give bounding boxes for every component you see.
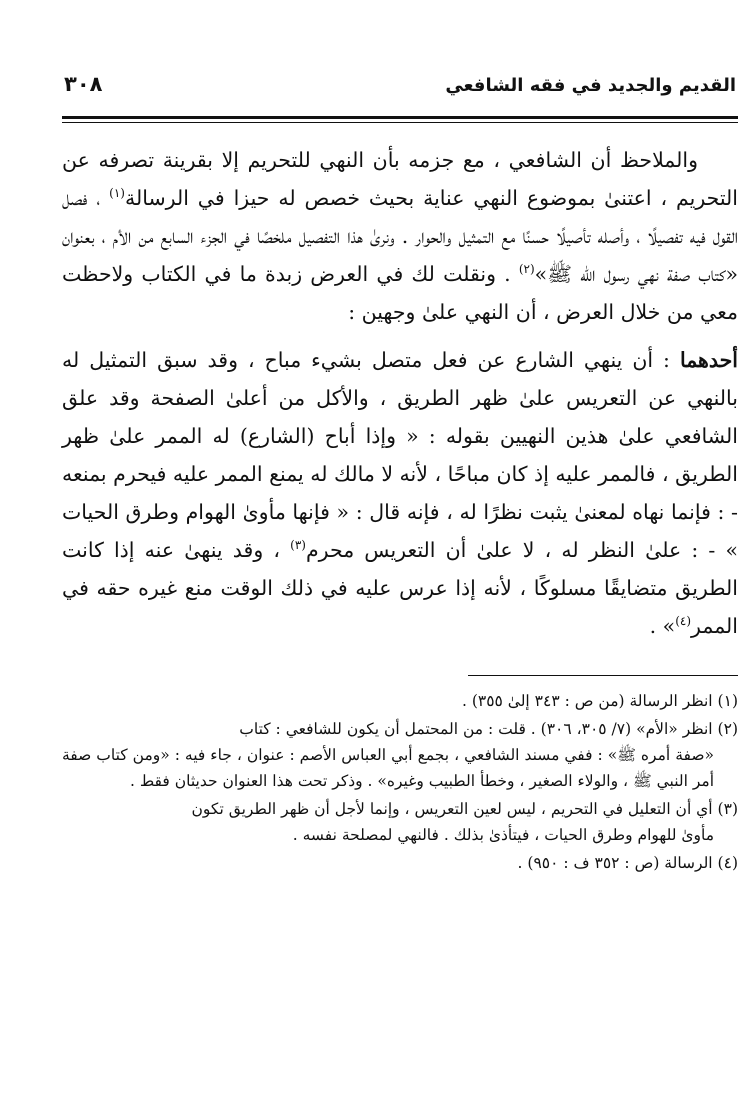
footnote-continuation: «صفة أمره ﷺ» : ففي مسند الشافعي ، بجمع أبي العباس الأصم : عنوان ، جاء فيه : «ومن كتاب صفة أمر النبي ﷺ ، والولاء الصغير ، وخطأ الطبيب وغيره» . وذكر تحت هذا العنوان حديثان فقط . <box>62 746 714 790</box>
paragraph-1-part-c: . ونقلت لك في العرض زبدة ما في الكتاب ولاحظت معي من خلال العرض ، أن النهي علىٰ وجهين : <box>62 262 738 324</box>
footnote-number: (٣) <box>717 800 738 818</box>
page-number: ٣٠٨ <box>64 72 103 96</box>
footnote-ref-1: (١) <box>109 186 125 201</box>
paragraph-2-part-b: ، وقد ينهىٰ عنه إذا كانت الطريق متضايقًا مسلوكًا ، لأنه إذا عرس عليه في ذلك الوقت منع غيره حقه في الممر <box>62 538 738 638</box>
footnote-ref-3: (٣) <box>290 538 306 553</box>
footnote-continuation: مأوىٰ للهوام وطرق الحيات ، فيتأذىٰ بذلك . فالنهي لمصلحة نفسه . <box>292 826 714 844</box>
footnote-number: (١) <box>717 692 738 710</box>
running-title: القديم والجديد في فقه الشافعي <box>445 75 736 96</box>
paragraph-2-part-a: : أن ينهي الشارع عن فعل متصل بشيء مباح ، وقد سبق التمثيل له بالنهي عن التعريس علىٰ ظهر الطريق ، والأكل من أعلىٰ الصفحة وقد علق الشافعي علىٰ هذين النهيين بقوله : « وإذا أباح (الشارع) له الممر علىٰ ظهر الطريق ، فالممر عليه إذ كان مباحًا ، لأنه لا مالك له يمنع الممر عليه فيحرم بمنعه - : فإنما نهاه لمعنىٰ يثبت نظرًا له ، فإنه قال : « فإنها مأوىٰ الهوام وطرق الحيات » - : علىٰ النظر له ، لا علىٰ أن التعريس محرم <box>62 348 739 562</box>
footnote-number: (٢) <box>717 720 738 738</box>
footnote-number: (٤) <box>717 854 738 872</box>
main-text <box>62 141 738 645</box>
paragraph-2-part-c: » . <box>649 614 676 638</box>
footnote-text: انظر «الأم» (٧/ ٣٠٥، ٣٠٦) . قلت : من المحتمل أن يكون للشافعي : كتاب <box>239 720 718 738</box>
header-rule-thick <box>62 116 738 119</box>
footnote-text: انظر الرسالة (من ص : ٣٤٣ إلىٰ ٣٥٥) . <box>461 692 718 710</box>
paragraph-1-part-b: ، فصل القول فيه تفصيلًا ، وأصله تأصيلًا حسنًا مع التمثيل والحوار . ونرىٰ هذا التفصيل ملخصًا في الجزء السابع من الأم ، بعنوان «كتاب صفة نهي رسول اللّه ﷺ» <box>62 186 738 286</box>
paragraph-2-lead: أحدهما <box>679 348 738 372</box>
header-rule-thin <box>62 122 738 123</box>
footnote-text: الرسالة (ص : ٣٥٢ ف : ٩٥٠) . <box>517 854 718 872</box>
paragraph-1-part-a: والملاحظ أن الشافعي ، مع جزمه بأن النهي للتحريم إلا بقرينة تصرفه عن التحريم ، اعتنىٰ بموضوع النهي عناية بحيث خصص له حيزا في الرسالة <box>62 148 738 210</box>
footnote-4 <box>62 850 738 876</box>
footnote-text: أي أن التعليل في التحريم ، ليس لعين التعريس ، وإنما لأجل أن ظهر الطريق تكون <box>191 800 718 818</box>
footnote-ref-4: (٤) <box>675 614 692 629</box>
paragraph-2 <box>62 341 738 645</box>
footnote-separator <box>468 675 738 676</box>
footnote-3 <box>62 796 738 848</box>
footnote-1 <box>62 688 738 714</box>
document-page <box>62 72 738 878</box>
footnote-2 <box>62 716 738 794</box>
running-header <box>62 72 738 106</box>
paragraph-1 <box>62 141 738 331</box>
footnote-ref-2: (٢) <box>518 262 535 277</box>
footnotes <box>62 688 738 876</box>
